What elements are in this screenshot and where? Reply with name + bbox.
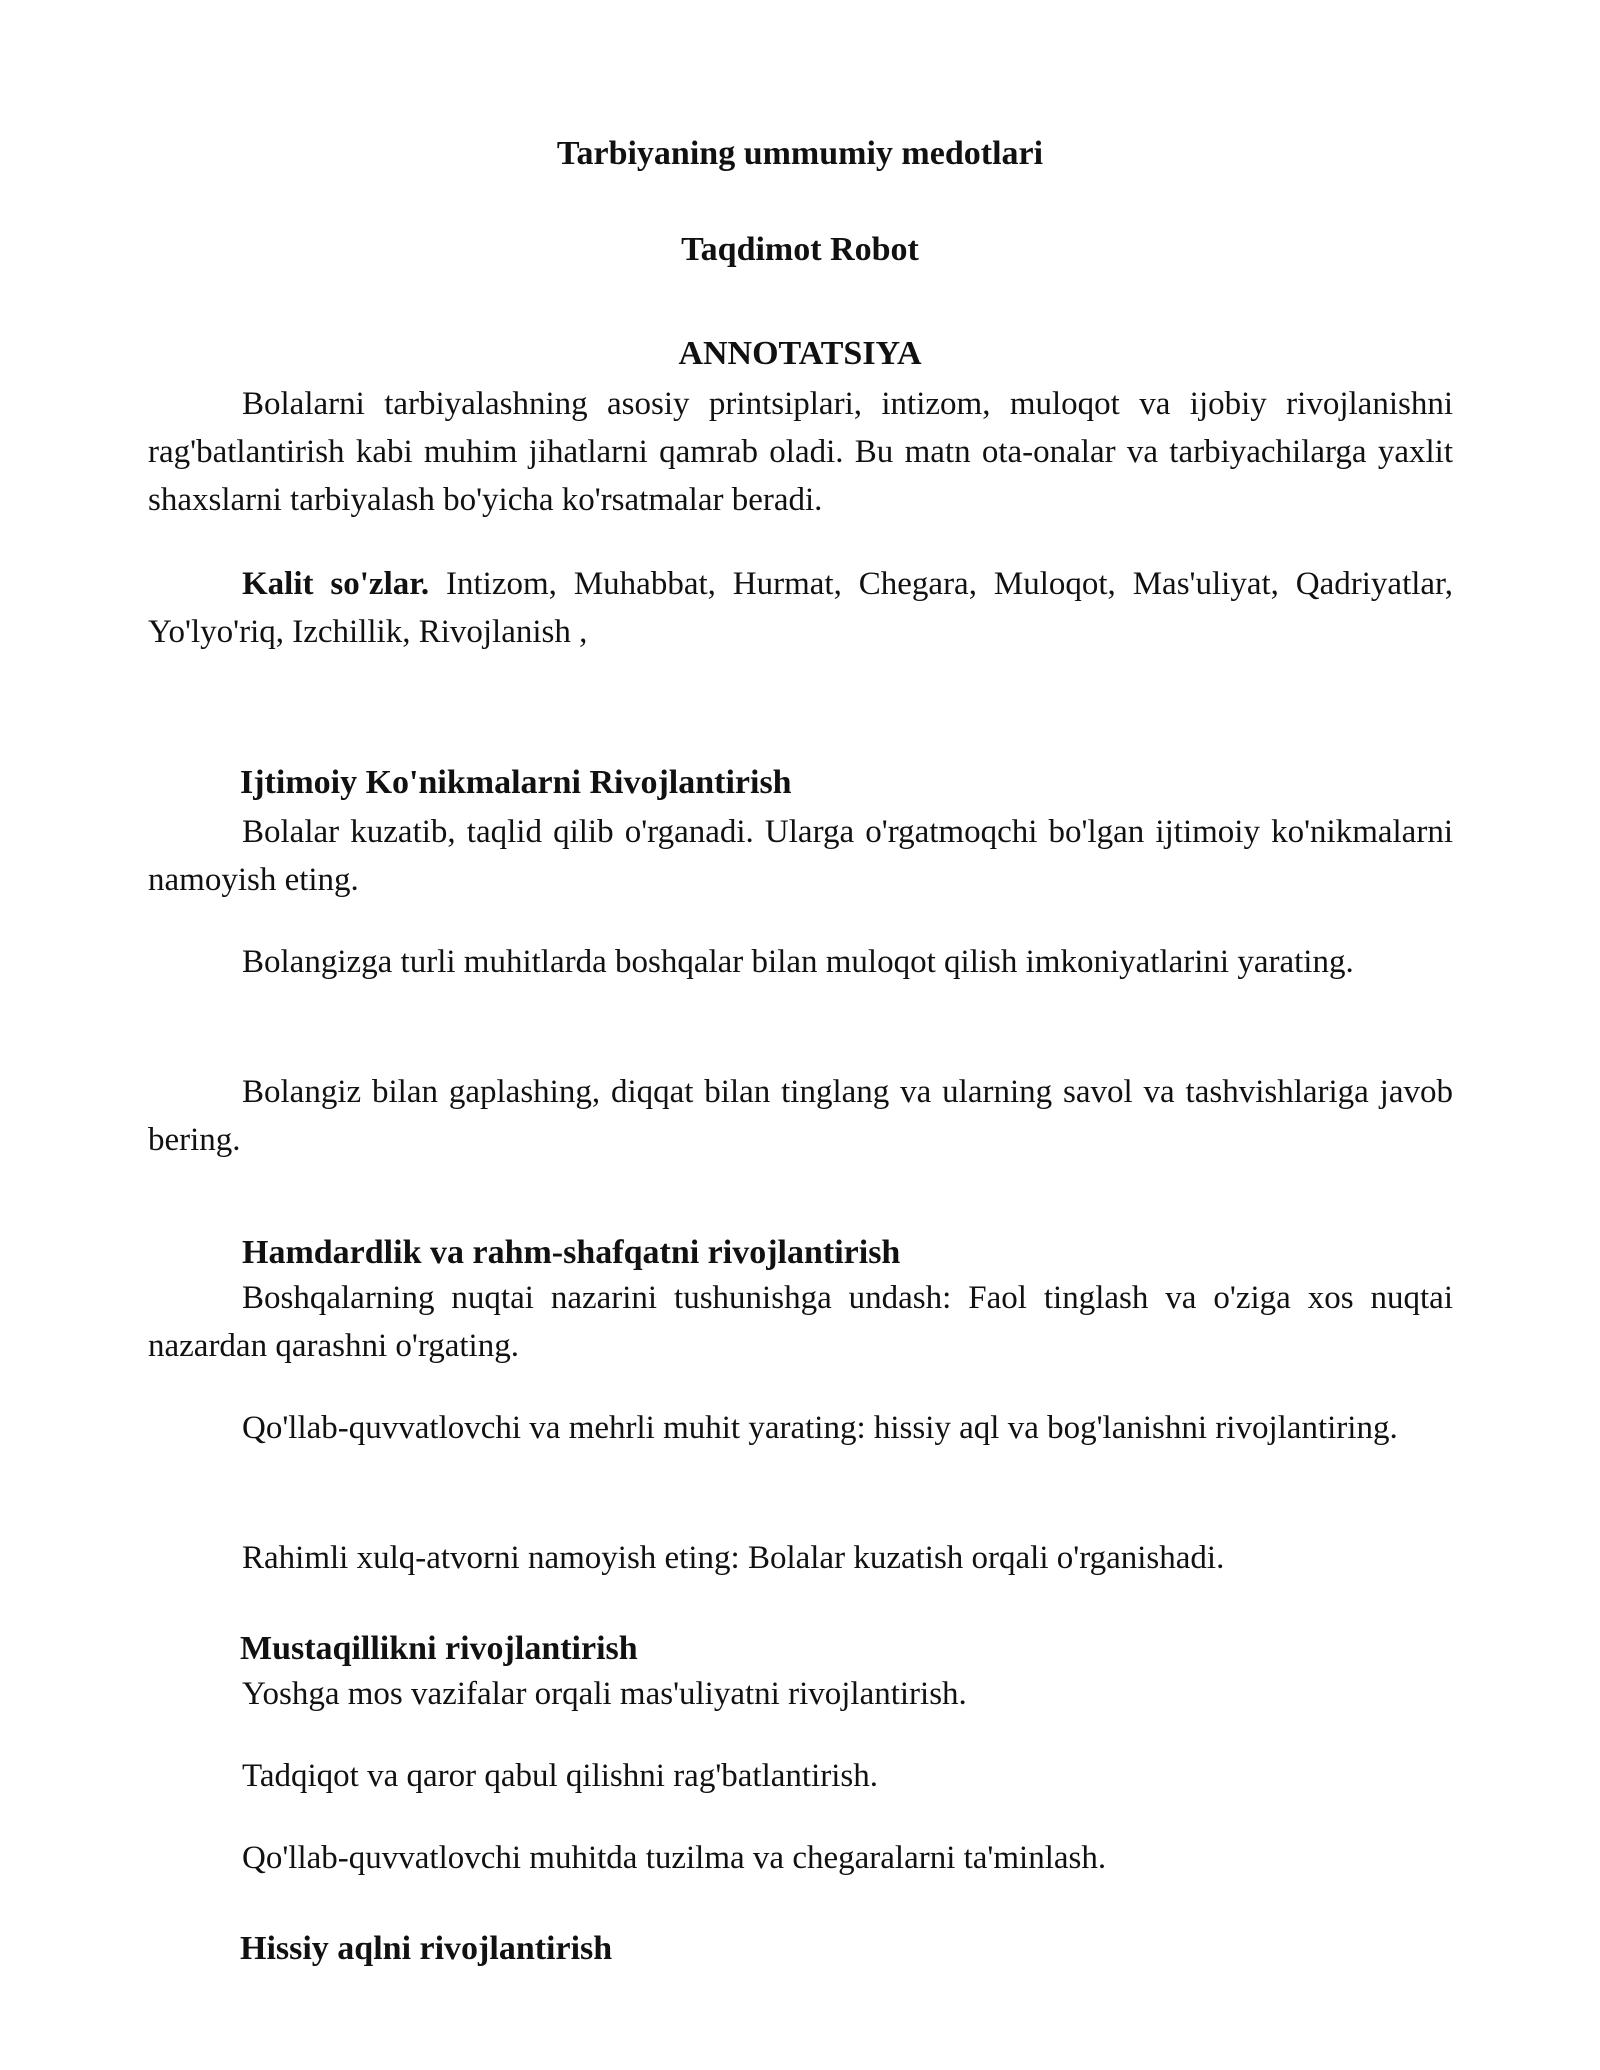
section-heading-independence: Mustaqillikni rivojlantirish <box>240 1630 638 1667</box>
section-heading-empathy: Hamdardlik va rahm-shafqatni rivojlantirish <box>242 1234 901 1271</box>
social-paragraph-3: Bolangiz bilan gaplashing, diqqat bilan tinglang va ularning savol va tashvishlariga javob bering. <box>148 1074 1453 1158</box>
keywords-paragraph <box>148 560 1453 656</box>
empathy-paragraph-3: Rahimli xulq-atvorni namoyish eting: Bolalar kuzatish orqali o'rganishadi. <box>242 1540 1225 1576</box>
annotation-paragraph: Bolalarni tarbiyalashning asosiy printsiplari, intizom, muloqot va ijobiy rivojlanishni rag'batlantirish kabi muhim jihatlarni qamrab oladi. Bu matn ota-onalar va tarbiyachilarga yaxlit shaxslarni tarbiyalash bo'yicha ko'rsatmalar beradi. <box>148 386 1453 518</box>
independence-paragraph-1: Yoshga mos vazifalar orqali mas'uliyatni rivojlantirish. <box>242 1676 967 1712</box>
document-title: Tarbiyaning ummumiy medotlari <box>556 135 1044 172</box>
section-heading-emotional: Hissiy aqlni rivojlantirish <box>240 1930 613 1967</box>
independence-paragraph-3: Qo'llab-quvvatlovchi muhitda tuzilma va chegaralarni ta'minlash. <box>242 1840 1107 1876</box>
social-paragraph-2: Bolangizga turli muhitlarda boshqalar bilan muloqot qilish imkoniyatlarini yarating. <box>242 944 1354 980</box>
social-paragraph-1: Bolalar kuzatib, taqlid qilib o'rganadi. Ularga o'rgatmoqchi bo'lgan ijtimoiy ko'nikmalarni namoyish eting. <box>148 814 1453 898</box>
annotation-heading: ANNOTATSIYA <box>678 335 922 372</box>
empathy-paragraph-2: Qo'llab-quvvatlovchi va mehrli muhit yarating: hissiy aql va bog'lanishni rivojlantiring. <box>242 1410 1398 1446</box>
independence-paragraph-2: Tadqiqot va qaror qabul qilishni rag'batlantirish. <box>242 1758 878 1794</box>
section-heading-social: Ijtimoiy Ko'nikmalarni Rivojlantirish <box>240 764 792 801</box>
document-author: Taqdimot Robot <box>681 231 919 268</box>
empathy-paragraph-1: Boshqalarning nuqtai nazarini tushunishga undash: Faol tinglash va o'ziga xos nuqtai nazardan qarashni o'rgating. <box>148 1280 1453 1364</box>
keywords-list: Intizom, Muhabbat, Hurmat, Chegara, Muloqot, Mas'uliyat, Qadriyatlar, Yo'lyo'riq, Izchillik, Rivojlanish , <box>148 566 1453 650</box>
keywords-label: Kalit so'zlar. <box>242 566 430 602</box>
